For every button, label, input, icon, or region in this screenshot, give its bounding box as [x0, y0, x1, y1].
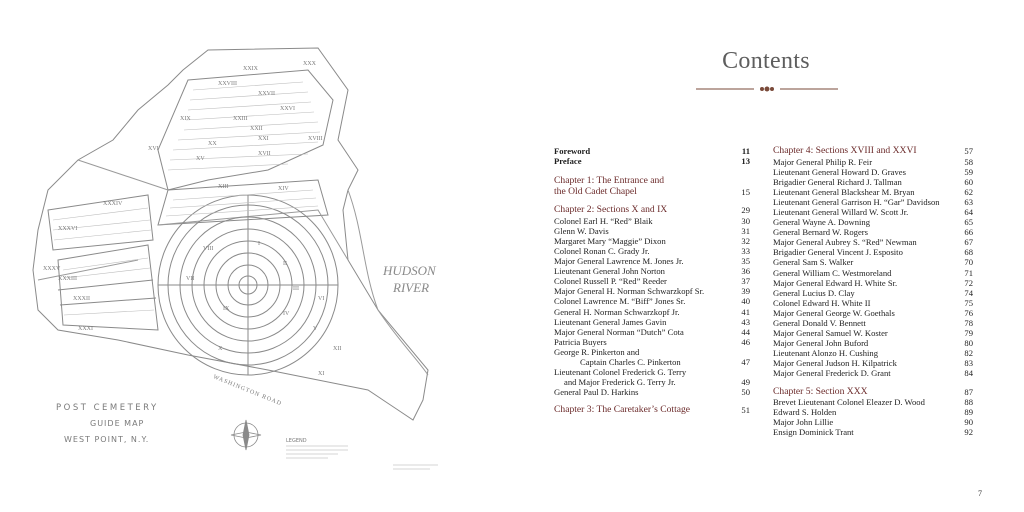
toc-entry-page: 37: [741, 276, 750, 287]
toc-entry-title: Edward S. Holden: [773, 407, 837, 418]
toc-entry-title: Preface: [554, 156, 582, 167]
toc-entry: [773, 197, 973, 207]
toc-entry: [773, 368, 973, 378]
toc-entry-page: 49: [741, 377, 750, 388]
toc-entry: [773, 397, 973, 407]
toc-entry-title: Colonel Lawrence M. “Biff” Jones Sr.: [554, 296, 686, 307]
toc-entry-page: 31: [741, 225, 750, 236]
svg-text:XXVI: XXVI: [280, 106, 295, 112]
toc-entry-page: 88: [964, 397, 973, 408]
toc-entry: [554, 307, 750, 317]
toc-entry-title: Major General George W. Goethals: [773, 307, 895, 318]
toc-entry: [773, 407, 973, 417]
toc-entry: [554, 317, 750, 327]
toc-entry-title: George R. Pinkerton and: [554, 346, 640, 357]
toc-entry-title: Major John Lillie: [773, 417, 834, 428]
cemetery-map: [18, 30, 488, 475]
toc-entry: [554, 327, 750, 337]
toc-entry-page: 47: [741, 357, 750, 367]
toc-entry: [773, 227, 973, 237]
toc-entry-title: Ensign Dominick Trant: [773, 427, 854, 438]
toc-entry-page: 90: [964, 417, 973, 428]
title-ornament-icon: [692, 84, 842, 94]
toc-entry: [554, 286, 750, 296]
toc-entry: [773, 268, 973, 278]
map-title: POST CEMETERY: [56, 403, 159, 413]
toc-entry-title: and Major Frederick G. Terry Jr.: [564, 377, 676, 388]
svg-text:XXXV: XXXV: [43, 266, 61, 272]
toc-entry-title: Lieutenant General Blackshear M. Bryan: [773, 186, 915, 197]
toc-entry-page: 33: [741, 245, 750, 256]
toc-chapter-entry: [773, 387, 973, 398]
toc-entry: [773, 338, 973, 348]
toc-entry-page: 75: [964, 297, 973, 308]
toc-entry-title: Major General Edward H. White Sr.: [773, 277, 898, 288]
toc-entry: [773, 348, 973, 358]
toc-entry-title: Brevet Lieutenant Colonel Eleazer D. Wood: [773, 397, 925, 408]
toc-entry-page: 67: [964, 237, 973, 248]
toc-entry: [773, 177, 973, 187]
toc-entry-page: 79: [964, 328, 973, 339]
svg-text:V: V: [313, 326, 318, 332]
toc-entry-title: Colonel Earl H. “Red” Blaik: [554, 215, 653, 226]
svg-text:IV: IV: [283, 311, 290, 317]
toc-entry-page: 87: [964, 386, 973, 397]
river-label-2: RIVER: [393, 280, 430, 295]
toc-entry-title: Lieutenant General John Norton: [554, 266, 665, 277]
toc-entry-title: Colonel Ronan C. Grady Jr.: [554, 245, 650, 256]
toc-entry-page: 62: [964, 186, 973, 197]
svg-text:XIV: XIV: [278, 186, 289, 192]
toc-entry: [773, 298, 973, 308]
toc-entry-title: Major General Frederick D. Grant: [773, 368, 891, 379]
svg-text:XXIX: XXIX: [243, 66, 258, 72]
toc-entry-title: Foreword: [554, 146, 591, 156]
map-subtitle: GUIDE MAP: [90, 419, 145, 428]
svg-text:II: II: [283, 261, 287, 267]
toc-entry-title: Chapter 2: Sections X and IX: [554, 204, 668, 216]
toc-entry-title: Margaret Mary “Maggie” Dixon: [554, 235, 666, 246]
toc-entry: [554, 387, 750, 397]
toc-entry-page: 68: [964, 247, 973, 258]
toc-entry-title: Lieutenant General Howard D. Graves: [773, 166, 906, 177]
toc-entry-page: 57: [964, 146, 973, 156]
toc-entry-title: General H. Norman Schwarzkopf Jr.: [554, 306, 680, 317]
toc-entry-page: 84: [964, 368, 973, 379]
svg-text:XVIII: XVIII: [308, 136, 323, 142]
toc-entry-page: 32: [741, 235, 750, 246]
toc-entry: [554, 246, 750, 256]
toc-entry-page: 50: [741, 387, 750, 398]
toc-entry-page: 76: [964, 307, 973, 318]
svg-text:XIX: XIX: [180, 116, 191, 122]
svg-text:XV: XV: [196, 156, 205, 162]
toc-entry-page: 59: [964, 166, 973, 177]
map-location: WEST POINT, N.Y.: [64, 435, 150, 444]
toc-entry: [554, 337, 750, 347]
toc-entry-page: 82: [964, 348, 973, 359]
toc-entry-title: General Lucius D. Clay: [773, 287, 855, 298]
toc-entry-title: Major General Lawrence M. Jones Jr.: [554, 256, 684, 267]
toc-entry-page: 58: [964, 156, 973, 167]
toc-entry-page: 41: [741, 306, 750, 317]
toc-entry: [773, 427, 973, 437]
map-legend: [286, 438, 348, 458]
toc-entry-title: Major General Judson H. Kilpatrick: [773, 358, 897, 369]
toc-entry: [554, 357, 750, 367]
svg-text:I: I: [258, 241, 260, 247]
svg-text:XXX: XXX: [303, 61, 316, 67]
toc-entry-title: General Donald V. Bennett: [773, 318, 866, 328]
toc-entry-page: 72: [964, 277, 973, 288]
toc-entry-page: 39: [741, 286, 750, 297]
toc-entry-page: 65: [964, 217, 973, 228]
svg-text:XXIII: XXIII: [233, 116, 248, 122]
toc-entry-page: 78: [964, 318, 973, 328]
toc-entry-title: General William C. Westmoreland: [773, 267, 892, 278]
svg-text:XII: XII: [333, 346, 342, 352]
toc-entry-title: the Old Cadet Chapel: [554, 185, 637, 197]
toc-entry: [554, 216, 750, 226]
toc-entry-page: 46: [741, 336, 750, 347]
svg-text:III: III: [293, 286, 299, 292]
toc-left-column: [554, 146, 750, 416]
toc-entry: [773, 417, 973, 427]
toc-entry-title: Colonel Edward H. White II: [773, 297, 871, 308]
toc-entry: [773, 308, 973, 318]
toc-entry: [554, 296, 750, 306]
toc-entry-page: 36: [741, 266, 750, 277]
toc-entry-title: General Bernard W. Rogers: [773, 227, 868, 238]
toc-entry-page: 92: [964, 427, 973, 438]
toc-entry: [773, 167, 973, 177]
toc-entry: [554, 266, 750, 276]
toc-entry: [554, 226, 750, 236]
toc-entry-title: General Sam S. Walker: [773, 257, 854, 268]
toc-entry-page: 70: [964, 257, 973, 268]
toc-entry-title: Lieutenant General Willard W. Scott Jr.: [773, 206, 909, 217]
toc-entry-title: Lieutenant General James Gavin: [554, 316, 667, 327]
toc-entry-page: 83: [964, 358, 973, 369]
toc-entry-page: 89: [964, 407, 973, 418]
toc-entry-title: Patricia Buyers: [554, 336, 607, 347]
contents-page: [512, 0, 1024, 512]
toc-entry-title: Brigadier General Vincent J. Esposito: [773, 247, 903, 258]
toc-entry-title: Captain Charles C. Pinkerton: [580, 357, 681, 367]
page-title: Contents: [722, 48, 810, 74]
toc-entry-page: 30: [741, 215, 750, 226]
toc-chapter-entry: [773, 146, 973, 157]
toc-entry-title: Chapter 4: Sections XVIII and XXVI: [773, 145, 917, 156]
toc-entry-title: Lieutenant Colonel Frederick G. Terry: [554, 367, 687, 378]
toc-entry-page: 51: [741, 405, 750, 416]
toc-entry-title: Major General Philip R. Feir: [773, 156, 873, 167]
svg-text:VIII: VIII: [203, 246, 214, 252]
toc-entry: [554, 256, 750, 266]
toc-entry-page: 74: [964, 287, 973, 298]
toc-entry-page: 66: [964, 227, 973, 238]
toc-entry-title: Chapter 1: The Entrance and: [554, 175, 665, 187]
toc-entry-title: Lieutenant General Garrison H. “Gar” Davidson: [773, 196, 940, 207]
toc-entry-page: 35: [741, 256, 750, 267]
toc-entry-page: 29: [741, 205, 750, 216]
svg-text:XX: XX: [208, 141, 217, 147]
toc-entry-page: 43: [741, 316, 750, 327]
toc-entry-title: Lieutenant Alonzo H. Cushing: [773, 348, 879, 359]
toc-chapter-entry: [554, 187, 750, 198]
toc-entry: [554, 276, 750, 286]
svg-text:XXVIII: XXVIII: [218, 81, 237, 87]
toc-entry: [554, 367, 750, 377]
toc-entry-title: Colonel Russell P. “Red” Reeder: [554, 276, 667, 287]
toc-entry-title: Chapter 5: Section XXX: [773, 385, 868, 397]
svg-text:X: X: [218, 346, 223, 352]
legend-title: LEGEND: [286, 438, 307, 444]
toc-entry-page: 63: [964, 196, 973, 207]
road-label: WASHINGTON ROAD: [212, 374, 283, 408]
cemetery-boundary: [33, 48, 428, 420]
svg-text:XVI: XVI: [148, 146, 159, 152]
toc-entry-page: 40: [741, 296, 750, 307]
svg-text:XXXIV: XXXIV: [103, 201, 123, 207]
svg-text:XXVII: XXVII: [258, 91, 275, 97]
svg-text:XXXIII: XXXIII: [58, 276, 77, 282]
svg-text:VII: VII: [186, 276, 195, 282]
toc-entry-title: Major General H. Norman Schwarzkopf Sr.: [554, 286, 705, 297]
toc-entry: [773, 207, 973, 217]
toc-entry-title: Brigadier General Richard J. Tallman: [773, 176, 902, 187]
toc-entry-title: Major General Samuel W. Koster: [773, 328, 888, 339]
svg-text:XXXII: XXXII: [73, 296, 90, 302]
toc-entry-title: Chapter 3: The Caretaker’s Cottage: [554, 404, 691, 416]
toc-entry-title: General Wayne A. Downing: [773, 217, 870, 228]
compass-rose-icon: [231, 420, 261, 450]
svg-text:IX: IX: [223, 306, 230, 312]
toc-entry: [773, 288, 973, 298]
svg-text:XXI: XXI: [258, 136, 269, 142]
toc-entry: [773, 328, 973, 338]
svg-text:XIII: XIII: [218, 184, 229, 190]
toc-entry-title: General Paul D. Harkins: [554, 387, 639, 398]
toc-entry: [773, 358, 973, 368]
toc-entry: [554, 156, 750, 166]
toc-entry: [773, 237, 973, 247]
toc-entry: [554, 236, 750, 246]
toc-entry-page: 71: [964, 267, 973, 278]
toc-entry: [773, 247, 973, 257]
svg-text:XI: XI: [318, 371, 325, 377]
toc-entry: [773, 257, 973, 267]
svg-text:VI: VI: [318, 296, 325, 302]
toc-entry-page: 15: [741, 186, 750, 197]
toc-chapter-entry: [554, 405, 750, 416]
toc-entry: [773, 278, 973, 288]
page-number: 7: [978, 489, 982, 498]
toc-entry: [773, 217, 973, 227]
toc-entry-page: 44: [741, 326, 750, 337]
toc-entry-page: 64: [964, 206, 973, 217]
toc-entry-title: Major General Aubrey S. “Red” Newman: [773, 237, 917, 248]
toc-entry-page: 80: [964, 338, 973, 349]
toc-entry: [554, 146, 750, 156]
toc-entry: [554, 347, 750, 357]
toc-right-column: [773, 146, 973, 437]
svg-text:XXXVI: XXXVI: [58, 226, 78, 232]
toc-entry-title: Major General John Buford: [773, 338, 869, 349]
river-label-1: HUDSON: [383, 263, 436, 278]
svg-text:XXII: XXII: [250, 126, 263, 132]
toc-entry-page: 11: [741, 146, 750, 156]
svg-text:XXXI: XXXI: [78, 326, 93, 332]
toc-entry-page: 13: [741, 156, 750, 167]
toc-entry: [773, 318, 973, 328]
toc-entry: [773, 157, 973, 167]
toc-entry: [773, 187, 973, 197]
toc-entry-title: Glenn W. Davis: [554, 225, 609, 236]
toc-entry-title: Major General Norman “Dutch” Cota: [554, 326, 684, 337]
toc-entry: [554, 377, 750, 387]
svg-text:XVII: XVII: [258, 151, 271, 157]
toc-entry-page: 60: [964, 176, 973, 187]
toc-chapter-entry: [554, 205, 750, 216]
